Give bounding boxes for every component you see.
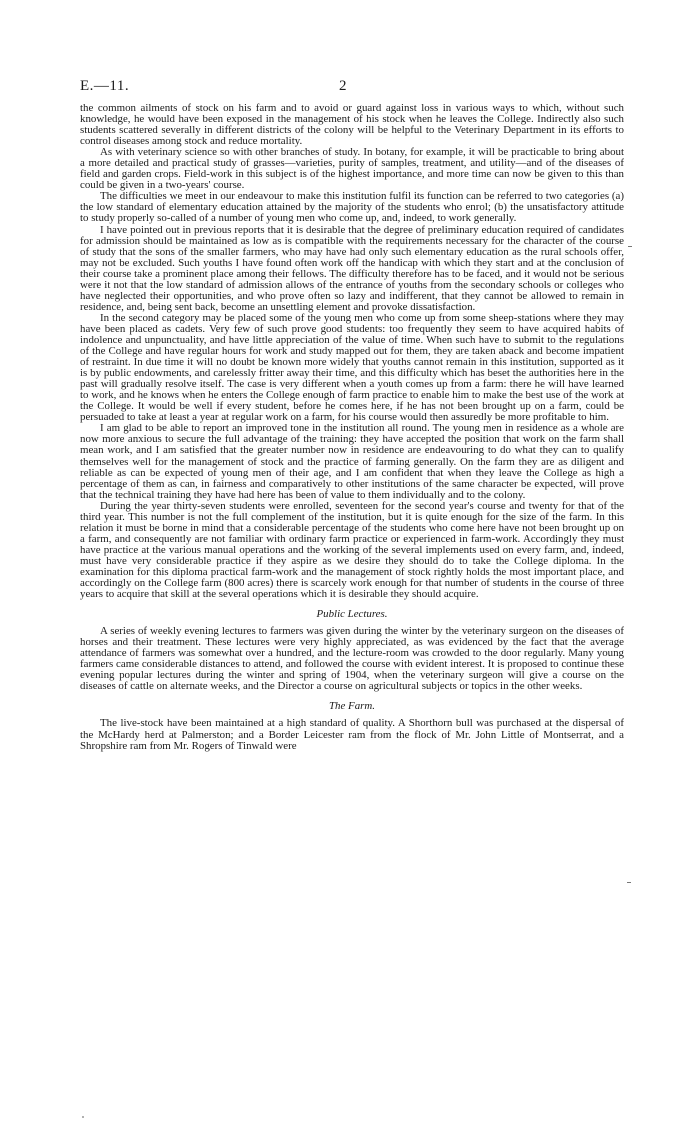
paragraph-the-farm: The live-stock have been maintained at a high standard of quality. A Shorthorn bull was purchased at the dispersal of the McHardy herd at Palmerston; and a Border Leicester ram from the flock of Mr. John Little of Montserrat, and a Shropshire ram from Mr. Rogers of Tinwald were (80, 717, 624, 752)
paragraph-improved-tone: I am glad to be able to report an improved tone in the institution all round. The young men in residence as a whole are now more anxious to secure the full advantage of the training: they have accepted the position that work on the farm shall mean work, and I am satisfied that the greater number now in residence are endeavouring to do what they can to qualify themselves well for the management of stock and the practice of farming generally. On the farm they are as diligent and reliable as can be expected of young men of their age, and I am confident that when they leave the College as high a percentage of them as can, in fairness and comparatively to other institutions of the same character be expected, will prove that the technical training they have had here has been of value to them individually and to the colony. (80, 422, 624, 501)
paragraph-second-category: In the second category may be placed some of the young men who come up from some sheep-stations where they may have been placed as cadets. Very few of such prove good students: too frequently they seem to have acquired habits of indolence and unpunctuality, and have little appreciation of the value of time. When such have to submit to the regulations of the College and have regular hours for work and study mapped out for them, they are taken aback and become impatient of restraint. In due time it will no doubt be known more widely that youths cannot remain in this institution, supported as it is by public endowments, and carelessly fritter away their time, and this difficulty which has beset the authorities here in the past will gradually resolve itself. The case is very different when a youth comes up from a farm: there he will have learned to work, and he knows when he enters the College enough of farm practice to enable him to make the best use of the work at the College. It would be well if every student, before he comes here, if he has not been brought up on a farm, could be persuaded to take at least a year at regular work on a farm, for his course would then assuredly be more profitable to him. (80, 311, 624, 424)
paragraph-public-lectures: A series of weekly evening lectures to farmers was given during the winter by the veterinary surgeon on the diseases of horses and their treatment. These lectures were very highly appreciated, as was evidenced by the fact that the average attendance of farmers was somewhat over a hundred, and the lecture-room was crowded to the door regularly. Many young farmers came considerable distances to attend, and followed the course with evident interest. It is proposed to continue these evening popular lectures during the winter and spring of 1904, when the veterinary surgeon will give a course on the diseases of cattle on alternate weeks, and the Director a course on agricultural subjects or topics in the other weeks. (80, 625, 624, 693)
paragraph-enrolment: During the year thirty-seven students were enrolled, seventeen for the second year's course and twenty for that of the third year. This number is not the full complement of the institution, but it is quite enough for the size of the farm. In this relation it must be borne in mind that a considerable percentage of the students who come here have not been brought up on a farm, and consequently are not familiar with ordinary farm practice or experienced in farm-work. Accordingly they must have practice at the various manual operations and the working of the several implements used on every farm, and, indeed, must have very considerable practice if they aspire as we desire they should do to take the College diploma. In the examination for this diploma practical farm-work and the management of stock rightly holds the most important place, and accordingly on the College farm (800 acres) there is scarcely work enough for that number of students in the course of three years to acquire that skill at the several operations which it is desirable they should acquire. (80, 499, 624, 601)
document-reference: E.—11. (80, 78, 130, 94)
heading-the-farm: The Farm. (329, 700, 375, 713)
heading-public-lectures: Public Lectures. (316, 608, 388, 621)
paragraph-admission: I have pointed out in previous reports that it is desirable that the degree of preliminary education required of candidates for admission should be maintained as low as is compatible with the requirements necessary for the character of the course of study that the sons of the smaller farmers, who may have had only such elementary education as the rural schools offer, may not be excluded. Such youths I have found often work off the handicap with which they start and at the conclusion of their course take a prominent place among their fellows. The difficulty therefore has to be faced, and it would not be serious were it not that the low standard of admission allows of the entrance of youths from the secondary schools or colleges who have neglected their opportunities, and who prove often so lazy and indifferent, that they cannot be allowed to remain in residence, and, being sent back, become an unsettling element and provoke dissatisfaction. (80, 223, 624, 313)
margin-mark (627, 882, 631, 883)
paragraph-veterinary-continued: the common ailments of stock on his farm and to avoid or guard against loss in various ways to which, without such knowledge, he would have been exposed in the management of his stock when he leaves the College. Indirectly also such students scattered severally in different districts of the colony will be helpful to the Veterinary Department in its efforts to control diseases among stock and reduce mortality. (80, 102, 624, 148)
page-number: 2 (339, 78, 347, 94)
page-header (80, 78, 620, 100)
paragraph-botany: As with veterinary science so with other branches of study. In botany, for example, it will be practicable to bring about a more detailed and practical study of grasses—varieties, purity of samples, treatment, and utility—and of the diseases of field and garden crops. Field-work in this subject is of the highest importance, and more time can now be given to this than could be given in a two-years' course. (80, 146, 624, 192)
paragraph-difficulties: The difficulties we meet in our endeavour to make this institution fulfil its function can be referred to two categories (a) the low standard of elementary education attained by the majority of the students who enrol; (b) the unsatisfactory attitude to study properly so-called of a number of young men who come up, and, indeed, to work generally. (80, 190, 624, 225)
margin-mark (628, 246, 632, 247)
page-speck (82, 1116, 84, 1118)
body-text (80, 103, 624, 752)
